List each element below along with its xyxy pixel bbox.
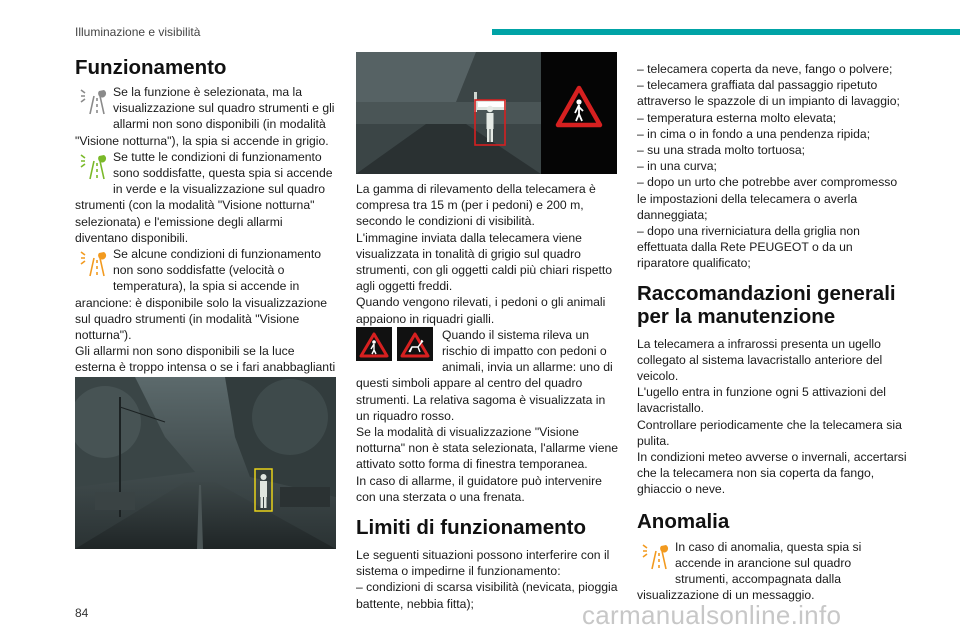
paragraph-alarms-unavailable: Gli allarmi non sono disponibili se la luce esterna è troppo intensa o se i fari anabbaglianti xyxy=(75,344,336,375)
paragraph-green-light: Se tutte le condizioni di funzionamento sono soddisfatte, questa spia si accende in verde e la visualizzazione sul quadro strumenti (con la modalità "Visione notturna" selezionata) e l'emissione degli allarmi diventano disponibili. xyxy=(75,149,333,245)
paragraph-temporary-window: Se la modalità di visualizzazione "Visione notturna" non è stata selezionata, l'allarme viene attivato sotto forma di finestra temporanea. xyxy=(356,425,619,472)
heading-funzionamento: Funzionamento xyxy=(75,56,227,79)
paragraph-image-display: L'immagine inviata dalla telecamera viene visualizzata in tonalità di grigio sul quadro strumenti, con gli oggetti caldi più chiari rispetto agli oggetti freddi. xyxy=(356,230,613,294)
paragraph-limits-intro: Le seguenti situazioni possono interferire con il sistema o impedirne il funzionamento: xyxy=(356,548,610,579)
limit-item-covered: – telecamera coperta da neve, fango o polvere; xyxy=(637,62,893,76)
column-2 xyxy=(356,181,621,612)
paragraph-detection-range: La gamma di rilevamento della telecamera è compresa tra 15 m (per i pedoni) e 200 m, secondo le condizioni di visibilità. xyxy=(356,182,596,229)
limit-item-winding-road: – su una strada molto tortuosa; xyxy=(637,143,806,158)
limit-item-repaint: – dopo una riverniciatura della griglia non effettuata dalla Rete PEUGEOT o da un riparatore qualificato; xyxy=(637,224,860,271)
header-rule xyxy=(492,29,960,35)
pedestrian-alarm-photo xyxy=(356,52,617,174)
limit-item-impact: – dopo un urto che potrebbe aver compromesso le impostazioni della telecamera o averla danneggiata; xyxy=(637,175,898,222)
heading-limiti: Limiti di funzionamento xyxy=(356,516,587,540)
column-3 xyxy=(637,61,907,603)
section-title: Illuminazione e visibilità xyxy=(75,25,201,39)
paragraph-alarm: Quando il sistema rileva un rischio di impatto con pedoni o animali, invia un allarme: uno di questi simboli appare al centro del quadro strumenti. La relativa sagoma è visualizzata in un riquadro rosso. xyxy=(356,327,613,423)
animal-alarm-icon xyxy=(397,327,433,361)
limit-item-visibility: – condizioni di scarsa visibilità (nevicata, pioggia battente, nebbia fitta); xyxy=(356,580,618,611)
limit-item-curve: – in una curva; xyxy=(637,159,717,174)
limit-item-slope: – in cima o in fondo a una pendenza ripida; xyxy=(637,126,871,141)
column-1 xyxy=(75,56,337,392)
paragraph-weather: In condizioni meteo avverse o invernali, accertarsi che la telecamera non sia coperta da fango, ghiaccio o neve. xyxy=(637,450,907,497)
paragraph-anomaly: In caso di anomalia, questa spia si accende in arancione sul quadro strumenti, accompagnata dalla visualizzazione di un messaggio. xyxy=(637,539,862,603)
night-vision-orange-icon xyxy=(75,246,109,280)
night-vision-grey-icon xyxy=(75,84,109,118)
paragraph-nozzle: La telecamera a infrarossi presenta un ugello collegato al sistema lavacristallo anteriore del veicolo. xyxy=(637,336,883,384)
heading-raccomandazioni: Raccomandazioni generali per la manutenzione xyxy=(637,281,896,328)
heading-anomalia: Anomalia xyxy=(637,509,730,533)
paragraph-orange-light: Se alcune condizioni di funzionamento non sono soddisfatte (velocità o temperatura), la spia si accende in arancione: è disponibile solo la visualizzazione sul quadro strumenti (in modalità "Visione notturna"). xyxy=(75,247,328,343)
pedestrian-alarm-icon xyxy=(356,327,392,361)
night-vision-green-icon xyxy=(75,149,109,183)
paragraph-check-clean: Controllare periodicamente che la telecamera sia pulita. xyxy=(637,417,902,448)
limit-item-temperature: – temperatura esterna molto elevata; xyxy=(637,110,837,125)
paragraph-yellow-boxes: Quando vengono rilevati, i pedoni o gli animali appaiono in riquadri gialli. xyxy=(356,295,606,326)
limit-item-scratched: – telecamera graffiata dal passaggio ripetuto attraverso le spazzole di un impianto di lavaggio; xyxy=(637,78,900,109)
alarm-symbols xyxy=(356,327,438,361)
thermal-road-photo xyxy=(75,377,336,549)
watermark: carmanualsonline.info xyxy=(582,600,842,630)
paragraph-nozzle-frequency: L'ugello entra in funzione ogni 5 attivazioni del lavacristallo. xyxy=(637,385,886,416)
paragraph-driver-action: In caso di allarme, il guidatore può intervenire con una sterzata o una frenata. xyxy=(356,473,602,504)
paragraph-grey-light: Se la funzione è selezionata, ma la visualizzazione sul quadro strumenti e gli allarmi non sono disponibili (in modalità "Visione notturna"), la spia si accende in grigio. xyxy=(75,85,335,148)
page-number: 84 xyxy=(75,606,89,620)
night-vision-orange-icon xyxy=(637,539,671,573)
